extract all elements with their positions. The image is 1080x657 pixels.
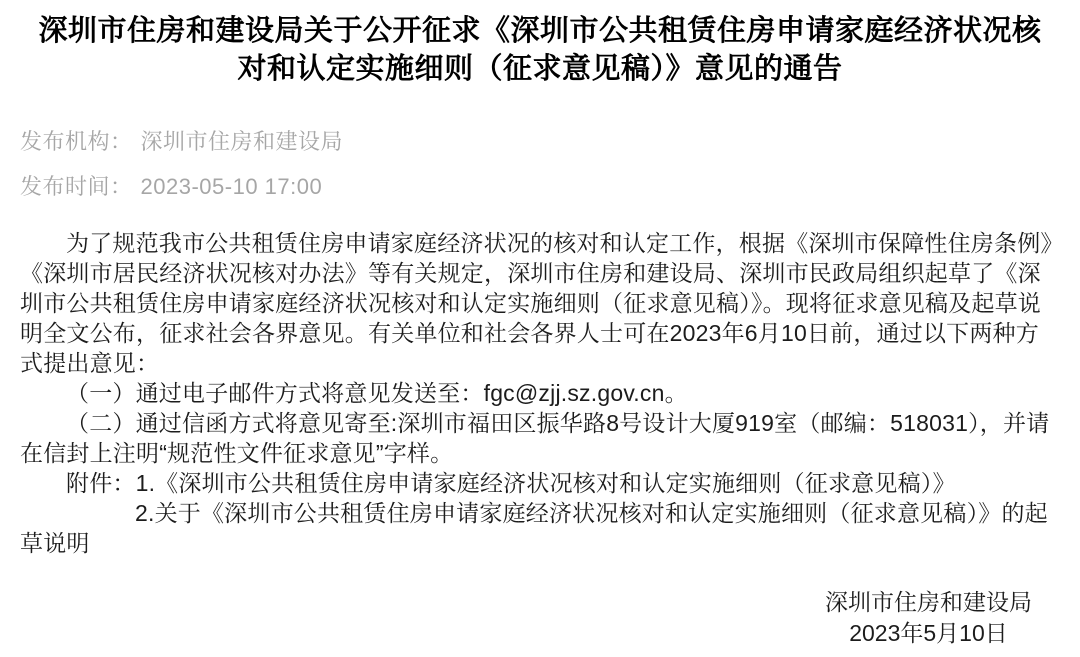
publisher-value: 深圳市住房和建设局 <box>140 129 344 154</box>
signature-date: 2023年5月10日 <box>849 620 1008 646</box>
publisher-label: 发布机构： <box>20 129 133 154</box>
signature-block <box>20 587 1060 649</box>
publish-time-value: 2023-05-10 17:00 <box>140 174 323 199</box>
intro-paragraph: 为了规范我市公共租赁住房申请家庭经济状况的核对和认定工作，根据《深圳市保障性住房条例》《深圳市居民经济状况核对办法》等有关规定，深圳市住房和建设局、深圳市民政局组织起草了《深圳市公共租赁住房申请家庭经济状况核对和认定实施细则（征求意见稿）》。现将征求意见稿及起草说明全文公布，征求社会各界意见。有关单位和社会各界人士可在2023年6月10日前，通过以下两种方式提出意见： <box>20 230 1053 376</box>
attachment-item-1: 附件：1.《深圳市公共租赁住房申请家庭经济状况核对和认定实施细则（征求意见稿）》 <box>66 470 956 496</box>
publish-time-row <box>20 175 1060 198</box>
page-title: 深圳市住房和建设局关于公开征求《深圳市公共租赁住房申请家庭经济状况核对和认定实施细则（征求意见稿）》意见的通告 <box>38 15 1042 85</box>
feedback-method-email: （一）通过电子邮件方式将意见发送至：fgc@zjj.sz.gov.cn。 <box>66 380 688 406</box>
meta-block <box>20 130 1060 198</box>
signature-org: 深圳市住房和建设局 <box>825 589 1032 615</box>
publisher-row <box>20 130 1060 153</box>
feedback-method-mail: （二）通过信函方式将意见寄至:深圳市福田区振华路8号设计大厦919室（邮编：518031），并请在信封上注明“规范性文件征求意见”字样。 <box>20 410 1050 466</box>
signature-inner <box>825 587 1032 649</box>
publish-time-label: 发布时间： <box>20 174 133 199</box>
attachment-item-2: 2.关于《深圳市公共租赁住房申请家庭经济状况核对和认定实施细则（征求意见稿）》的起草说明 <box>20 500 1048 556</box>
announcement-body <box>20 228 1060 558</box>
